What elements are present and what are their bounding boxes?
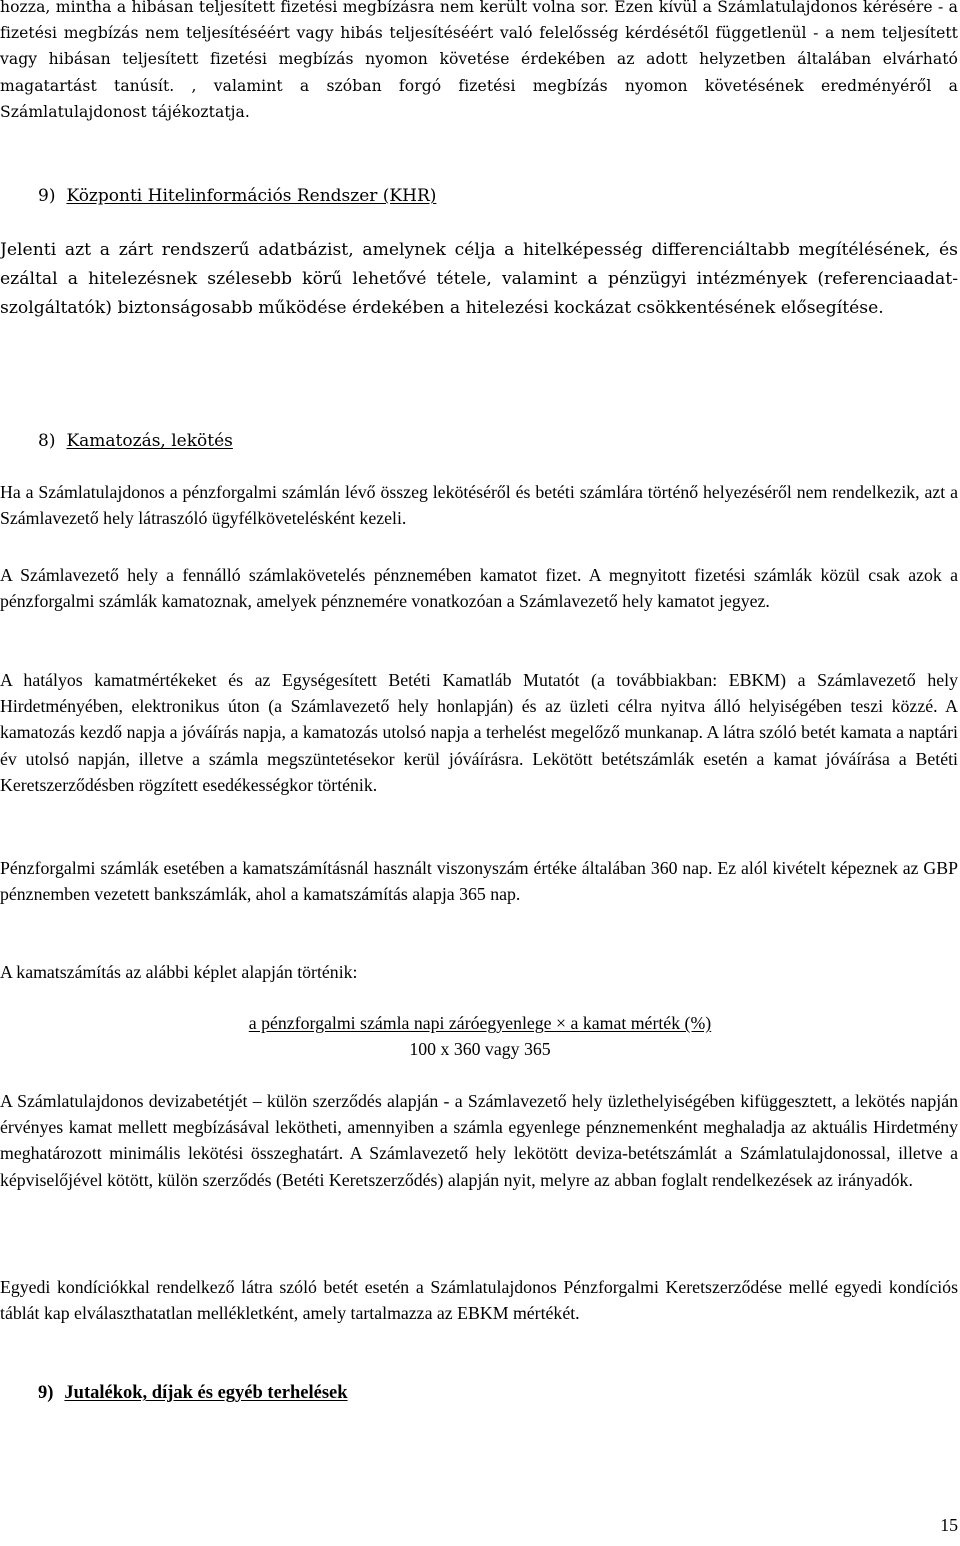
formula-numerator: a pénzforgalmi számla napi záróegyenlege × a kamat mérték (%) bbox=[248, 1013, 712, 1033]
paragraph-kamat-6: A Számlatulajdonos devizabetétjét – külön szerződés alapján - a Számlavezető hely üzlethelyiségében kifüggesztett, a lekötés napján érvényes kamat mellett megbízásával lekötheti, amennyiben a számla egyenlege pénznemenként meghaladja az aktuális Hirdetmény meghatározott minimális lekötési összeghatárt. A Számlavezető hely lekötött deviza-betétszámlát a Számlatulajdonossal, illetve a képviselőjével kötött, külön szerződés (Betéti Keretszerződés) alapján nyit, melyre az abban foglalt rendelkezések az irányadók. bbox=[0, 1091, 958, 1190]
paragraph-kamat-5: A kamatszámítás az alábbi képlet alapján történik: bbox=[0, 962, 358, 982]
heading-jutalekok bbox=[38, 1380, 348, 1406]
heading-kamatozas bbox=[38, 428, 233, 454]
heading-kamatozas-title: Kamatozás, lekötés bbox=[66, 431, 233, 451]
interest-formula bbox=[0, 1010, 960, 1062]
paragraph-intro: hozza, mintha a hibásan teljesített fizetési megbízásra nem került volna sor. Ezen kívül a Számlatulajdonos kérésére - a fizetési megbízás nem teljesítéséért vagy hibás teljesítéséért való felelősség kérdésétől függetlenül - a nem teljesített vagy hibásan teljesített fizetési megbízás nyomon követése érdekében az adott helyzetben általában elvárható magatartást tanúsít. , valamint a szóban forgó fizetési megbízás nyomon követésének eredményéről a Számlatulajdonost tájékoztatja. bbox=[0, 0, 958, 121]
formula-denominator: 100 x 360 vagy 365 bbox=[409, 1039, 551, 1060]
heading-khr-number: 9) bbox=[38, 186, 56, 206]
paragraph-kamat-7: Egyedi kondíciókkal rendelkező látra szóló betét esetén a Számlatulajdonos Pénzforgalmi Keretszerződése mellé egyedi kondíciós táblát kap elválaszthatatlan mellékletként, amely tartalmazza az EBKM mértékét. bbox=[0, 1277, 958, 1324]
heading-khr bbox=[38, 183, 436, 209]
paragraph-kamat-4: Pénzforgalmi számlák esetében a kamatszámításnál használt viszonyszám értéke általában 360 nap. Ez alól kivételt képeznek az GBP pénznemben vezetett bankszámlák, ahol a kamatszámítás alapja 365 nap. bbox=[0, 858, 958, 905]
heading-khr-title: Központi Hitelinformációs Rendszer (KHR) bbox=[66, 186, 437, 206]
paragraph-kamat-1: Ha a Számlatulajdonos a pénzforgalmi számlán lévő összeg lekötéséről és betéti számlára történő helyezéséről nem rendelkezik, azt a Számlavezető hely látraszóló ügyfélkövetelésként kezeli. bbox=[0, 482, 958, 529]
paragraph-kamat-2: A Számlavezető hely a fennálló számlakövetelés pénznemében kamatot fizet. A megnyitott fizetési számlák közül csak azok a pénzforgalmi számlák kamatoznak, amelyek pénznemére vonatkozóan a Számlavezető hely kamatot jegyez. bbox=[0, 565, 958, 612]
heading-kamatozas-number: 8) bbox=[38, 431, 56, 451]
paragraph-khr-definition: Jelenti azt a zárt rendszerű adatbázist, amelynek célja a hitelképesség differenciáltabb megítélésének, és ezáltal a hitelezésnek szélesebb körű lehetővé tétele, valamint a pénzügyi intézmények (referenciaadat-szolgáltatók) biztonságosabb működése érdekében a hitelezési kockázat csökkentésének elősegítése. bbox=[0, 240, 958, 319]
page-number: 15 bbox=[940, 1515, 958, 1535]
heading-jutalekok-title: Jutalékok, díjak és egyéb terhelések bbox=[64, 1383, 348, 1403]
heading-jutalekok-number: 9) bbox=[38, 1383, 54, 1403]
paragraph-kamat-3: A hatályos kamatmértékeket és az Egységesített Betéti Kamatláb Mutatót (a továbbiakban: EBKM) a Számlavezető hely Hirdetményében, elektronikus úton (a Számlavezető hely honlapján) és az üzleti célra nyitva álló helyiségében teszi közzé. A kamatozás kezdő napja a jóváírás napja, a kamatozás utolsó napja a terhelést megelőző munkanap. A látra szóló betét kamata a naptári év utolsó napján, illetve a számla megszüntetésekor kerül jóváírásra. Lekötött betétszámlák esetén a kamat jóváírása a Betéti Keretszerződésben rögzített esedékességkor történik. bbox=[0, 670, 958, 795]
